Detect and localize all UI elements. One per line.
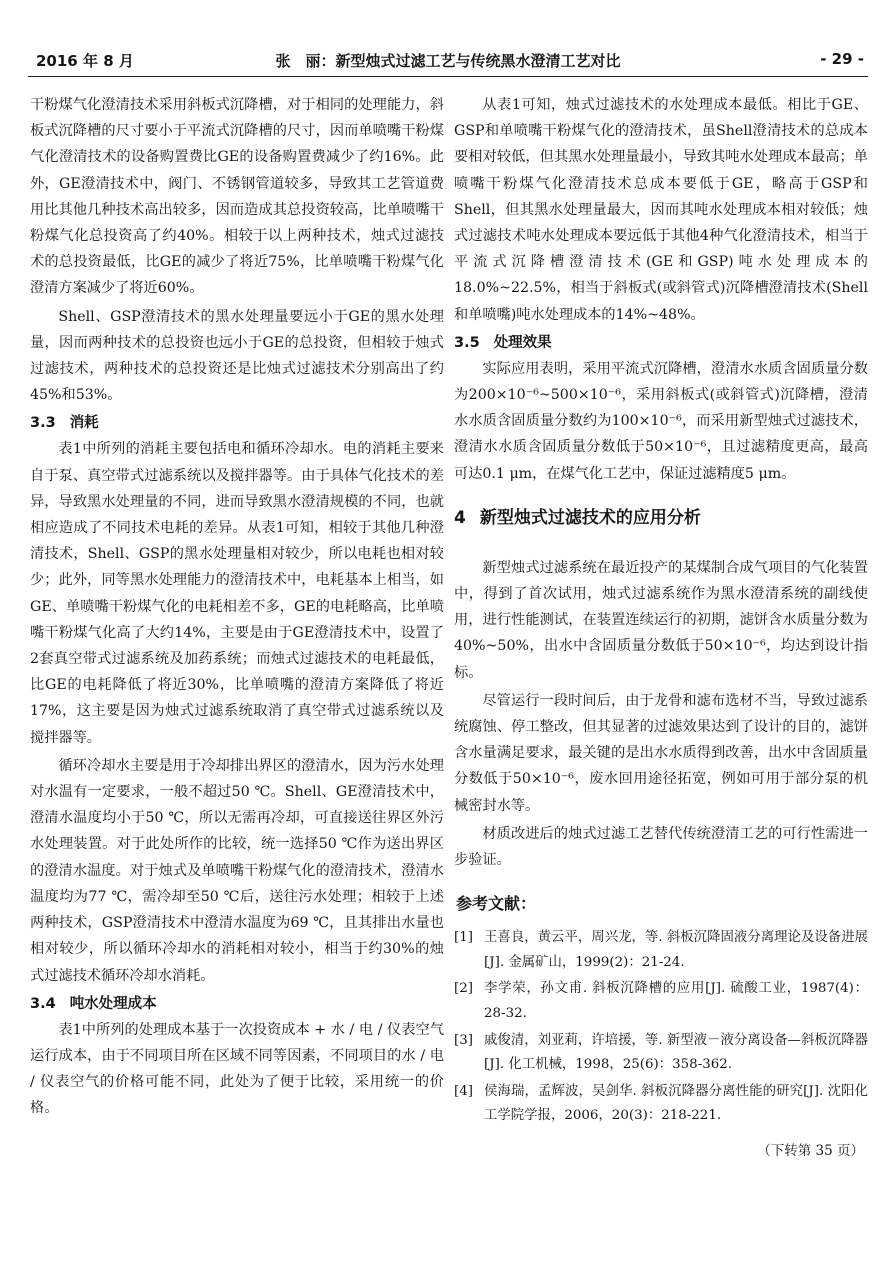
reference-item (454, 977, 868, 1026)
running-header (28, 50, 868, 77)
continued-note: （下转第 35 页） (757, 1143, 864, 1160)
section-title: 处理效果 (493, 334, 552, 351)
reference-text: 戚俊清，刘亚莉，许培援，等. 新型液－液分离设备—斜板沉降器[J]. 化工机械，1998，25(6)：358-362. (484, 1032, 868, 1073)
running-title: 张 丽：新型烛式过滤工艺与传统黑水澄清工艺对比 (275, 52, 621, 70)
reference-text: 李学荣，孙文甫. 斜板沉降槽的应用[J]. 硫酸工业，1987(4)：28-32. (484, 981, 868, 1022)
section-number: 4 (454, 507, 466, 528)
section-heading-3-4 (30, 993, 444, 1015)
paragraph: 材质改进后的烛式过滤工艺替代传统澄清工艺的可行性需进一步验证。 (454, 825, 868, 869)
section-heading-4 (454, 505, 868, 531)
paragraph: 循环冷却水主要是用于冷却排出界区的澄清水，因为污水处理对水温有一定要求，一般不超过50 ℃。Shell、GE澄清技术中，澄清水温度均小于50 ℃，所以无需再冷却，可直接送往界区外污水处理装置。对于此处所作的比较，统一选择50 ℃作为送出界区的澄清水温度。对于烛式及单喷嘴干粉煤气化的澄清技术，澄清水温度均为77 ℃，需冷却至50 ℃后，送往污水处理；相较于上述两种技术，GSP澄清技术中澄清水温度为69 ℃，且其排出水量也相对较少，所以循环冷却水的消耗相对较小，相当于约30%的烛式过滤技术循环冷却水消耗。 (30, 757, 444, 984)
paragraph: 表1中所列的消耗主要包括电和循环冷却水。电的消耗主要来自于泵、真空带式过滤系统以及搅拌器等。由于具体气化技术的差异，导致黑水处理量的不同，进而导致黑水澄清规模的不同，也就相应造成了不同技术电耗的差异。从表1可知，相较于其他几种澄清技术，Shell、GSP的黑水处理量相对较少，所以电耗也相对较少；此外，同等黑水处理能力的澄清技术中，电耗基本上相当，如GE、单喷嘴干粉煤气化的电耗相差不多，GE的电耗略高，比单喷嘴干粉煤气化高了大约14%，主要是由于GE澄清技术中，设置了2套真空带式过滤系统及加药系统；而烛式过滤技术的电耗最低，比GE的电耗降低了将近30%，比单喷嘴的澄清方案降低了将近17%，这主要是因为烛式过滤系统取消了真空带式过滤系统以及搅拌器等。 (30, 441, 444, 746)
reference-number: [2] (454, 981, 473, 997)
reference-text: 侯海瑞，孟辉波，吴剑华. 斜板沉降器分离性能的研究[J]. 沈阳化工学院学报，2006，20(3)：218-221. (484, 1083, 868, 1124)
section-number: 3.3 (30, 415, 56, 432)
issue-date: 2016 年 8 月 (36, 52, 134, 70)
reference-number: [1] (454, 930, 473, 946)
section-heading-3-5 (454, 332, 868, 354)
reference-item (454, 1080, 868, 1129)
reference-number: [4] (454, 1083, 473, 1099)
section-number: 3.4 (30, 995, 56, 1012)
page-number: - 29 - (820, 50, 864, 68)
left-column (30, 92, 444, 1124)
paragraph: 从表1可知，烛式过滤技术的水处理成本最低。相比于GE、GSP和单喷嘴干粉煤气化的澄清技术，虽Shell澄清技术的总成本要相对较低，但其黑水处理量最小，导致其吨水处理成本最高；单喷嘴干粉煤气化澄清技术总成本要低于GE，略高于GSP和Shell，但其黑水处理量最大，因而其吨水处理成本相对较低；烛式过滤技术吨水处理成本要远低于其他4种气化澄清技术，相当于平流式沉降槽澄清技术(GE和GSP)吨水处理成本的18.0%~22.5%，相当于斜板式(或斜管式)沉降槽澄清技术(Shell和单喷嘴)吨水处理成本的14%~48%。 (454, 97, 868, 323)
reference-number: [3] (454, 1032, 473, 1048)
section-heading-3-3 (30, 412, 444, 434)
paragraph: Shell、GSP澄清技术的黑水处理量要远小于GE的黑水处理量，因而两种技术的总投资也远小于GE的总投资，但相较于烛式过滤技术，两种技术的总投资还是比烛式过滤技术分别高出了约45%和53%。 (30, 308, 444, 404)
reference-item (454, 926, 868, 975)
references-list (454, 926, 868, 1129)
paragraph: 实际应用表明，采用平流式沉降槽，澄清水水质含固质量分数为200×10⁻⁶~500×10⁻⁶，采用斜板式(或斜管式)沉降槽，澄清水水质含固质量分数约为100×10⁻⁶，而采用新型烛式过滤技术，澄清水水质含固质量分数低于50×10⁻⁶，且过滤精度更高，最高可达0.1 μm，在煤气化工艺中，保证过滤精度5 μm。 (454, 360, 868, 482)
section-title: 新型烛式过滤技术的应用分析 (479, 507, 701, 528)
section-title: 消耗 (69, 415, 99, 432)
paragraph: 表1中所列的处理成本基于一次投资成本 + 水 / 电 / 仪表空气运行成本，由于不同项目所在区域不同等因素，不同项目的水 / 电 / 仪表空气的价格可能不同，此处为了便于比较，采用统一的价格。 (30, 1021, 444, 1117)
section-title: 吨水处理成本 (69, 995, 157, 1012)
references-heading: 参考文献： (456, 894, 537, 914)
paragraph: 尽管运行一段时间后，由于龙骨和滤布选材不当，导致过滤系统腐蚀、停工整改，但其显著的过滤效果达到了设计的目的，滤饼含水量满足要求，最关键的是出水水质得到改善，出水中含固质量分数低于50×10⁻⁶，废水回用途径拓宽，例如可用于部分泵的机械密封水等。 (454, 692, 868, 814)
right-column (454, 92, 868, 1159)
paragraph: 新型烛式过滤系统在最近投产的某煤制合成气项目的气化装置中，得到了首次试用，烛式过滤系统作为黑水澄清系统的副线使用，进行性能测试，在装置连续运行的初期，滤饼含水质量分数为40%~50%，出水中含固质量分数低于50×10⁻⁶，均达到设计指标。 (454, 559, 868, 681)
paragraph: 干粉煤气化澄清技术采用斜板式沉降槽，对于相同的处理能力，斜板式沉降槽的尺寸要小于平流式沉降槽的尺寸，因而单喷嘴干粉煤气化澄清技术的设备购置费比GE的设备购置费减少了约16%。此外，GE澄清技术中，阀门、不锈钢管道较多，导致其工艺管道费用比其他几种技术高出较多，因而造成其总投资较高，比单喷嘴干粉煤气化总投资高了约40%。相较于以上两种技术，烛式过滤技术的总投资最低，比GE的减少了将近75%，比单喷嘴干粉煤气化澄清方案减少了将近60%。 (30, 97, 444, 297)
reference-text: 王喜良，黄云平，周兴龙，等. 斜板沉降固液分离理论及设备进展[J]. 金属矿山，1999(2)：21-24. (484, 930, 868, 970)
reference-item (454, 1029, 868, 1078)
section-number: 3.5 (454, 334, 480, 351)
